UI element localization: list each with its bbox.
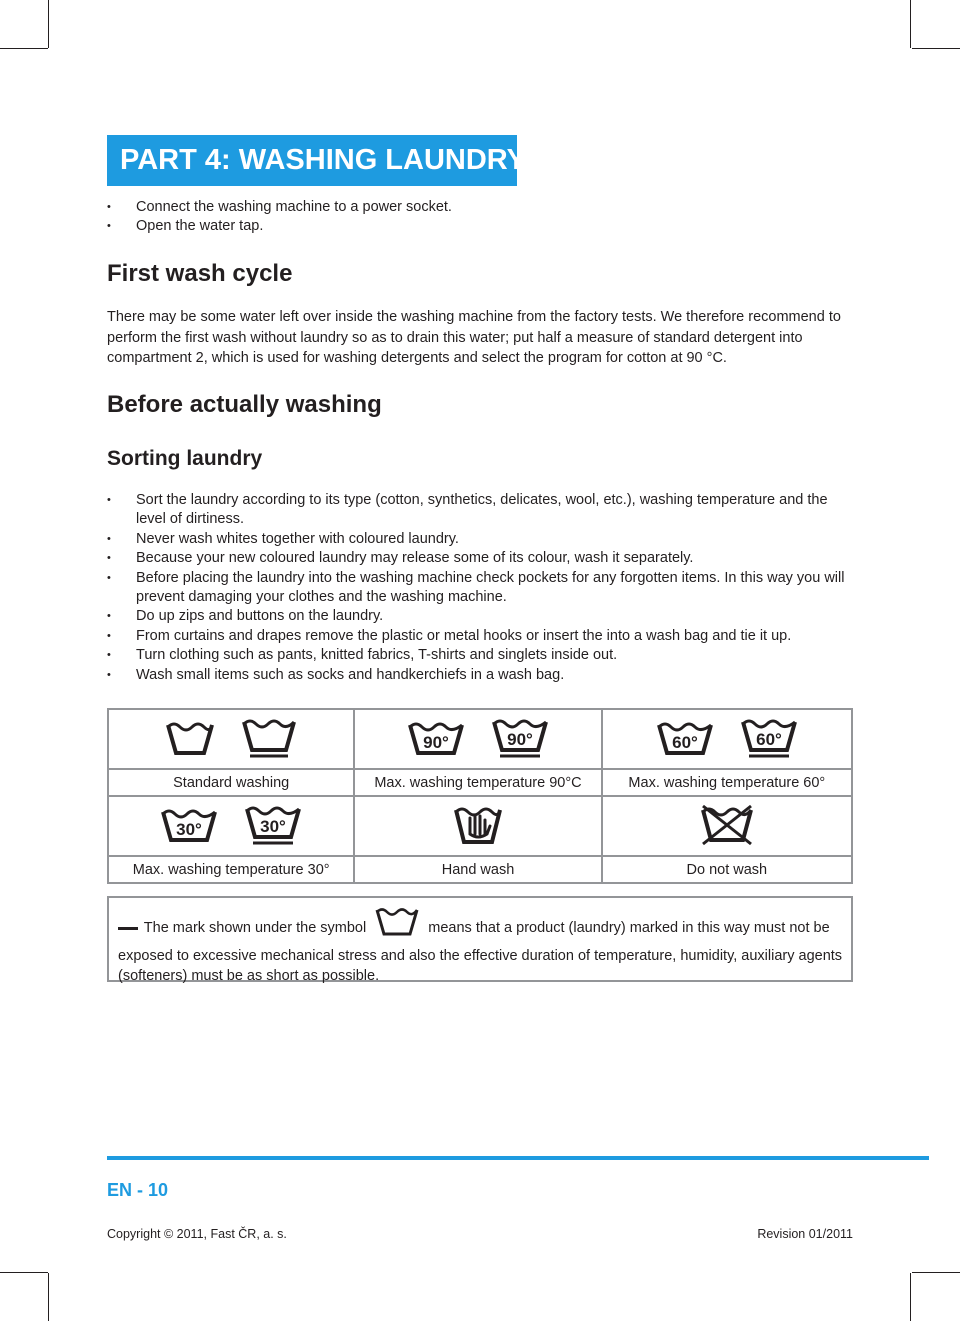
sorting-laundry-heading: Sorting laundry	[107, 447, 263, 470]
revision-value: 01/2011	[808, 1227, 853, 1241]
intro-bullet-list	[107, 198, 857, 237]
crop-mark	[0, 48, 48, 49]
wash-90-cell	[354, 709, 601, 769]
list-item: • Never wash whites together with coloured laundry.	[107, 530, 857, 549]
gentle-mark-note	[107, 896, 853, 982]
standard-wash-label: Standard washing	[108, 769, 354, 796]
note-text-start: The mark shown under the symbol	[143, 920, 367, 936]
do-not-wash-icon	[699, 802, 755, 851]
list-item: • Connect the washing machine to a power socket.	[107, 198, 857, 217]
temp-label: 30°	[260, 816, 287, 836]
list-item: • Wash small items such as socks and handkerchiefs in a wash bag.	[107, 666, 857, 685]
wash-30-label: Max. washing temperature 30°	[108, 856, 354, 883]
crop-mark	[912, 1272, 960, 1273]
list-item: • Before placing the laundry into the washing machine check pockets for any forgotten items. In this way you will prevent damaging your clothes and the washing machine.	[107, 569, 857, 608]
wash-60-label: Max. washing temperature 60°	[602, 769, 852, 796]
temp-label: 90°	[422, 732, 449, 752]
footer-divider	[107, 1156, 929, 1160]
temp-label: 60°	[756, 729, 782, 749]
list-item: • Do up zips and buttons on the laundry.	[107, 607, 857, 626]
wash-60-icon	[655, 717, 715, 762]
underline-mark-icon	[118, 927, 138, 930]
wash-30-icon	[159, 804, 219, 849]
temp-label: 60°	[671, 732, 698, 752]
standard-wash-cell	[108, 709, 354, 769]
first-wash-text: There may be some water left over inside the washing machine from the factory tests. We therefore recommend to perform the first wash without laundry so as to drain this water; put half a measure of standard detergent into compartment 2, which is used for washing detergents and select the program for cotton at 90 °C.	[107, 309, 841, 366]
temp-label: 30°	[176, 819, 202, 839]
temp-label: 90°	[507, 729, 534, 749]
wash-tub-gentle-icon	[240, 714, 298, 765]
wash-90-icon	[406, 717, 466, 762]
copyright: Copyright © 2011, Fast ČR, a. s.	[107, 1227, 287, 1241]
section-banner: PART 4: WASHING LAUNDRY	[107, 135, 517, 186]
wash-tub-inline-icon	[374, 904, 420, 946]
crop-mark	[48, 1273, 49, 1321]
crop-mark	[912, 48, 960, 49]
wash-90-label: Max. washing temperature 90°C	[354, 769, 601, 796]
list-item: • Sort the laundry according to its type (cotton, synthetics, delicates, wool, etc.), washing temperature and the level of dirtiness.	[107, 491, 857, 530]
wash-60-gentle-icon	[739, 714, 799, 765]
do-not-wash-cell	[602, 796, 852, 856]
wash-60-cell	[602, 709, 852, 769]
first-wash-heading: First wash cycle	[107, 260, 293, 287]
wash-90-gentle-icon	[490, 714, 550, 765]
before-washing-heading: Before actually washing	[107, 391, 382, 418]
sorting-bullet-list	[107, 491, 857, 685]
care-symbols-table	[107, 708, 853, 884]
hand-wash-cell	[354, 796, 601, 856]
wash-30-gentle-icon	[243, 801, 303, 852]
list-item: • Turn clothing such as pants, knitted fabrics, T-shirts and singlets inside out.	[107, 646, 857, 665]
crop-mark	[910, 1273, 911, 1321]
revision	[757, 1227, 853, 1241]
crop-mark	[910, 0, 911, 48]
do-not-wash-label: Do not wash	[602, 856, 852, 883]
list-item: • From curtains and drapes remove the plastic or metal hooks or insert the into a wash bag and tie it up.	[107, 627, 857, 646]
hand-wash-label: Hand wash	[354, 856, 601, 883]
hand-wash-icon	[452, 802, 504, 851]
list-item: • Because your new coloured laundry may release some of its colour, wash it separately.	[107, 549, 857, 568]
crop-mark	[48, 0, 49, 48]
wash-tub-icon	[164, 717, 216, 762]
wash-30-cell	[108, 796, 354, 856]
note-text-end: means that a product (laundry) marked in this way must not be exposed to excessive mechanical stress and also the effective duration of temperature, humidity, auxiliary agents (softeners) must be as short as possible.	[118, 920, 843, 984]
revision-label: Revision	[757, 1227, 806, 1241]
list-item: • Open the water tap.	[107, 217, 857, 236]
crop-mark	[0, 1272, 48, 1273]
page-number: EN - 10	[107, 1180, 169, 1200]
